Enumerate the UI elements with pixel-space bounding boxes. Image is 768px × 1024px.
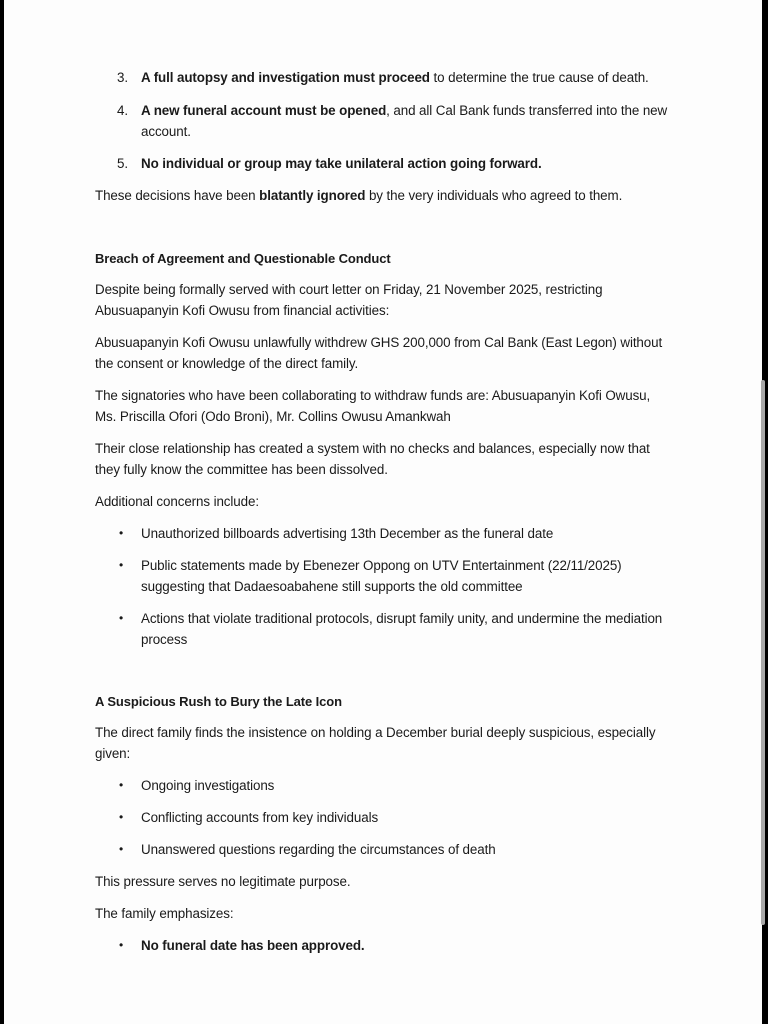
document-content — [95, 66, 675, 956]
bullet-icon: • — [119, 842, 124, 856]
decision-text: to determine the true cause of death. — [429, 70, 649, 85]
list-item — [95, 839, 675, 860]
list-number: 5. — [117, 156, 128, 171]
list-item-text: No funeral date has been approved. — [141, 938, 365, 953]
paragraph-pressure: This pressure serves no legitimate purpose. — [95, 874, 351, 889]
emphasis-text: blatantly ignored — [259, 188, 366, 203]
document-page — [4, 0, 762, 1024]
list-item — [95, 523, 675, 544]
section-heading-rush: A Suspicious Rush to Bury the Late Icon — [95, 694, 342, 709]
list-number: 3. — [117, 70, 128, 85]
decisions-ignored-paragraph — [95, 185, 675, 206]
decision-item-5 — [95, 153, 675, 174]
list-item — [95, 935, 675, 956]
paragraph-additional-concerns: Additional concerns include: — [95, 494, 259, 509]
decisions-list — [95, 67, 675, 174]
paragraph-court-letter: Despite being formally served with court letter on Friday, 21 November 2025, restricting Abusuapanyin Kofi Owusu from financial activities: — [95, 282, 603, 318]
bullet-icon: • — [119, 558, 124, 572]
list-item-text: Conflicting accounts from key individuals — [141, 810, 379, 825]
bullet-icon: • — [119, 611, 124, 625]
decision-bold-text: No individual or group may take unilateral action going forward. — [141, 156, 542, 171]
list-item-text: Actions that violate traditional protocols, disrupt family unity, and undermine the mediation process — [141, 611, 663, 647]
bullet-icon: • — [119, 810, 124, 824]
section-heading-breach: Breach of Agreement and Questionable Conduct — [95, 251, 391, 266]
paragraph-relationship: Their close relationship has created a system with no checks and balances, especially now that they fully know the committee has been dissolved. — [95, 441, 650, 477]
emphasis-list — [95, 935, 675, 956]
decision-bold-text: A full autopsy and investigation must proceed — [141, 70, 430, 85]
givens-list — [95, 775, 675, 860]
list-item-text: Unauthorized billboards advertising 13th December as the funeral date — [141, 526, 554, 541]
paragraph-text: by the very individuals who agreed to them. — [365, 188, 623, 203]
bullet-icon: • — [119, 778, 124, 792]
paragraph-emphasizes: The family emphasizes: — [95, 906, 234, 921]
list-item — [95, 608, 675, 650]
list-item-text: Ongoing investigations — [141, 778, 275, 793]
bullet-icon: • — [119, 938, 124, 952]
concerns-list — [95, 523, 675, 650]
paragraph-direct-family: The direct family finds the insistence on holding a December burial deeply suspicious, especially given: — [95, 725, 656, 761]
paragraph-withdrawal: Abusuapanyin Kofi Owusu unlawfully withdrew GHS 200,000 from Cal Bank (East Legon) without the consent or knowledge of the direct family. — [95, 335, 663, 371]
list-item — [95, 775, 675, 796]
paragraph-signatories: The signatories who have been collaborating to withdraw funds are: Abusuapanyin Kofi Owusu, Ms. Priscilla Ofori (Odo Broni), Mr. Collins Owusu Amankwah — [95, 388, 651, 424]
list-item-text: Unanswered questions regarding the circumstances of death — [141, 842, 496, 857]
list-item — [95, 807, 675, 828]
list-item-text: Public statements made by Ebenezer Oppong on UTV Entertainment (22/11/2025) suggesting that Dadaesoabahene still supports the old committee — [141, 558, 622, 594]
list-number: 4. — [117, 103, 128, 118]
paragraph-text: These decisions have been — [95, 188, 260, 203]
bullet-icon: • — [119, 526, 124, 540]
decision-item-4 — [95, 100, 675, 142]
list-item — [95, 555, 675, 597]
scrollbar-thumb[interactable] — [761, 380, 765, 925]
decision-item-3 — [95, 67, 675, 88]
vertical-scrollbar[interactable] — [760, 0, 766, 1024]
decision-text: , and all Cal Bank funds transferred into the new account. — [141, 103, 668, 139]
decision-bold-text: A new funeral account must be opened — [141, 103, 387, 118]
